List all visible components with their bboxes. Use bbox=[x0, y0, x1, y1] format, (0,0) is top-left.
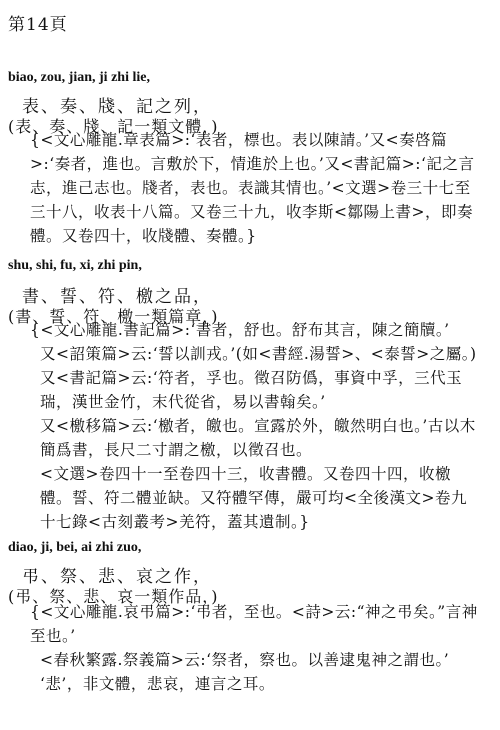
citation-line: 又<書記篇>云:‘符者，孚也。徵召防僞，事資中孚，三代玉瑞，漢世金竹，末代從省，易以書翰矣。’ bbox=[40, 369, 463, 411]
citation-line: {<文心雕龍.章表篇>:‘表者，標也。表以陳請。’又<奏啓篇>:‘奏者，進也。言敷於下，情進於上也。’又<書記篇>:‘記之言志，進己志也。牋者，表也。表識其情也。’<文選>卷三十七至三十八，收表十八篇。又卷三十九，收李斯<鄒陽上書>，即奏體。又卷四十，收牋體、奏體。} bbox=[30, 131, 475, 245]
entry-citation bbox=[30, 318, 482, 534]
entry-gloss: (書、誓、符、檄一類篇章，) bbox=[8, 307, 219, 326]
citation-line: <春秋繁露.祭義篇>云:‘祭者，察也。以善逮鬼神之謂也。’ bbox=[40, 651, 450, 669]
entry-gloss: (表、奏、牋、記一類文體，) bbox=[8, 117, 219, 136]
citation-line: ‘悲’，非文體，悲哀，連言之耳。 bbox=[40, 675, 275, 693]
entry-pinyin: biao, zou, jian, ji zhi lie, bbox=[8, 70, 150, 85]
citation-line: <文選>卷四十一至卷四十三，收書體。又卷四十四，收檄體。誓、符二體並缺。又符體罕傳，嚴可均<全後漢文>卷九十七錄<古刻叢考>羌符，蓋其遺制。} bbox=[40, 465, 467, 531]
page-header: 第14頁 bbox=[8, 15, 68, 35]
citation-line: 又<詔策篇>云:‘誓以訓戎。’(如<書經.湯誓>、<泰誓>之屬。) bbox=[40, 345, 477, 363]
citation-line: {<文心雕龍.書記篇>:‘書者，舒也。舒布其言，陳之簡牘。’ bbox=[30, 321, 450, 339]
entry-citation bbox=[30, 128, 482, 248]
entry-title: 書、誓、符、檄之品， bbox=[22, 287, 212, 307]
entry-pinyin: shu, shi, fu, xi, zhi pin, bbox=[8, 258, 142, 273]
entry-title: 弔、祭、悲、哀之作， bbox=[22, 567, 212, 587]
citation-line: 又<檄移篇>云:‘檄者，皦也。宣露於外，皦然明白也。’古以木簡爲書，長尺二寸謂之檄，以徵召也。 bbox=[40, 417, 476, 459]
entry-citation bbox=[30, 600, 482, 696]
citation-line: {<文心雕龍.哀弔篇>:‘弔者，至也。<詩>云:“神之弔矣。”言神至也。’ bbox=[30, 603, 478, 645]
entry-gloss: (弔、祭、悲、哀一類作品，) bbox=[8, 587, 219, 606]
entry-pinyin: diao, ji, bei, ai zhi zuo, bbox=[8, 540, 142, 555]
entry-title: 表、奏、牋、記之列， bbox=[22, 97, 212, 117]
